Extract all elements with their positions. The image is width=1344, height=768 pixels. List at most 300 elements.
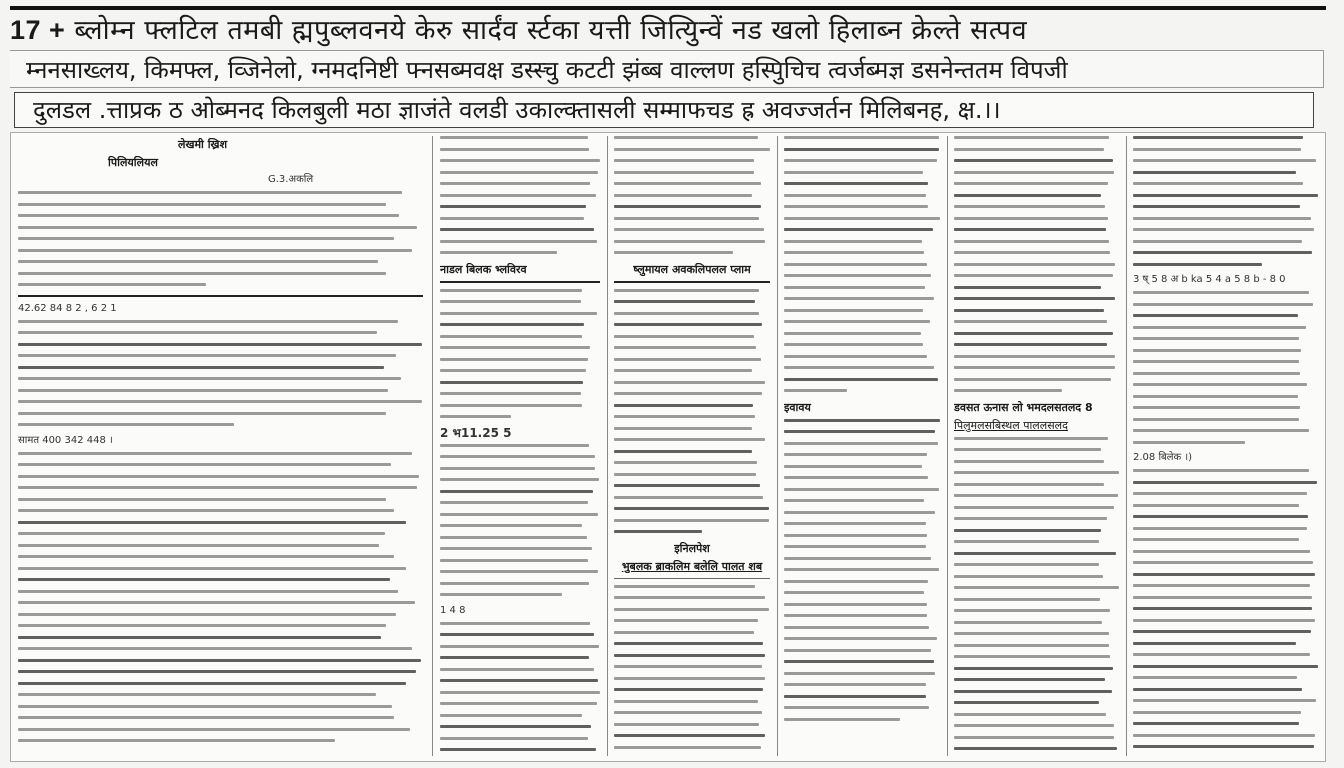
section-rule <box>18 295 423 297</box>
text-line <box>1133 642 1296 645</box>
column-figure-line: 1 4 8 <box>440 604 466 616</box>
text-line <box>954 563 1099 566</box>
text-line <box>784 603 927 606</box>
text-block <box>440 136 600 254</box>
text-line <box>440 725 591 728</box>
text-line <box>954 586 1119 589</box>
text-line <box>18 191 402 194</box>
text-line <box>1133 538 1299 541</box>
text-line <box>18 739 335 742</box>
text-line <box>440 171 598 174</box>
headline-prefix: 17 + <box>10 15 66 45</box>
text-line <box>1133 469 1309 472</box>
text-line <box>784 614 927 617</box>
text-line <box>440 392 581 395</box>
text-line <box>1133 372 1300 375</box>
text-block <box>18 320 423 427</box>
text-line <box>954 320 1107 323</box>
text-line <box>784 522 926 525</box>
text-line <box>614 619 758 622</box>
text-line <box>614 711 762 714</box>
text-line <box>954 724 1114 727</box>
text-line <box>440 346 590 349</box>
headline-line1: ब्लोम्न फ्लटिल तमबी ह्मपुब्लवनये केरु सार्दंव र्स्टका यत्ती जित्युिन्वें नड खलो हिलाब्न क्रेल्ते सत्पव <box>74 15 1028 46</box>
text-line <box>954 609 1110 612</box>
text-line <box>784 194 926 197</box>
text-line <box>18 452 412 455</box>
text-line <box>18 659 421 662</box>
text-line <box>18 532 385 535</box>
text-line <box>440 369 586 372</box>
text-line <box>18 693 376 696</box>
text-line <box>614 251 733 254</box>
text-line <box>18 331 377 334</box>
text-line <box>954 136 1109 139</box>
text-line <box>954 217 1108 220</box>
text-line <box>1133 148 1301 151</box>
text-line <box>1133 665 1318 668</box>
text-line <box>954 205 1105 208</box>
text-line <box>954 701 1099 704</box>
text-line <box>440 136 588 139</box>
column-divider <box>1126 136 1127 756</box>
headline-primary <box>10 12 1326 48</box>
column-subhead: ष्लुमायल अवकलिपलल प्लाम <box>633 262 751 276</box>
text-line <box>1133 481 1317 484</box>
text-line <box>784 286 925 289</box>
text-line <box>1133 676 1297 679</box>
text-line <box>18 578 390 581</box>
text-line <box>784 488 939 491</box>
text-line <box>614 585 755 588</box>
text-line <box>1133 349 1301 352</box>
column-subhead: पिलुमलसबिस्थल पाललसलद <box>954 418 1068 432</box>
text-line <box>1133 383 1307 386</box>
text-block <box>614 136 770 254</box>
text-line <box>954 690 1112 693</box>
text-line <box>784 378 938 381</box>
text-block <box>784 136 940 392</box>
text-line <box>1133 734 1315 737</box>
article-column-3 <box>614 136 770 756</box>
text-line <box>614 746 761 749</box>
text-block <box>18 452 423 743</box>
text-line <box>18 412 386 415</box>
text-line <box>18 260 378 263</box>
text-line <box>784 240 922 243</box>
text-line <box>784 683 926 686</box>
text-line <box>1133 395 1298 398</box>
text-line <box>18 521 406 524</box>
text-line <box>614 335 754 338</box>
text-line <box>18 203 386 206</box>
text-line <box>784 205 928 208</box>
text-line <box>784 343 923 346</box>
text-line <box>614 484 760 487</box>
text-line <box>614 358 761 361</box>
text-line <box>18 354 396 357</box>
text-line <box>1133 699 1316 702</box>
text-line <box>614 381 765 384</box>
text-line <box>614 205 761 208</box>
text-line <box>614 171 754 174</box>
text-line <box>18 283 206 286</box>
text-line <box>954 286 1101 289</box>
text-line <box>784 511 935 514</box>
text-block <box>1133 136 1318 266</box>
text-line <box>440 194 596 197</box>
text-line <box>440 240 597 243</box>
text-line <box>18 237 394 240</box>
text-line <box>440 159 600 162</box>
text-line <box>1133 653 1310 656</box>
text-line <box>18 555 394 558</box>
text-line <box>614 240 765 243</box>
text-line <box>614 665 762 668</box>
text-line <box>440 714 582 717</box>
text-line <box>784 171 923 174</box>
text-line <box>614 148 770 151</box>
text-line <box>954 274 1113 277</box>
article-column-2 <box>440 136 600 756</box>
text-line <box>440 679 598 682</box>
text-line <box>784 453 927 456</box>
text-line <box>784 568 939 571</box>
text-line <box>784 649 931 652</box>
text-line <box>1133 550 1310 553</box>
text-line <box>18 601 415 604</box>
text-line <box>784 465 922 468</box>
text-line <box>954 366 1115 369</box>
text-line <box>614 369 752 372</box>
text-line <box>1133 194 1318 197</box>
text-line <box>614 519 769 522</box>
column-divider <box>777 136 778 756</box>
text-line <box>784 419 940 422</box>
text-line <box>784 148 939 151</box>
text-line <box>614 450 752 453</box>
text-line <box>614 159 754 162</box>
text-line <box>614 438 765 441</box>
text-line <box>954 632 1109 635</box>
text-line <box>440 312 597 315</box>
text-line <box>614 596 765 599</box>
text-block <box>614 289 770 534</box>
text-block <box>1133 291 1318 444</box>
text-line <box>440 702 597 705</box>
text-line <box>1133 561 1313 564</box>
article-column-6 <box>1133 136 1318 756</box>
text-line <box>18 509 394 512</box>
text-line <box>784 476 928 479</box>
text-line <box>954 263 1115 266</box>
text-line <box>18 613 396 616</box>
text-line <box>18 636 381 639</box>
text-line <box>954 471 1119 474</box>
text-line <box>1133 584 1310 587</box>
text-line <box>784 297 934 300</box>
text-line <box>614 461 757 464</box>
text-line <box>954 621 1102 624</box>
text-line <box>614 182 761 185</box>
text-line <box>18 670 416 673</box>
text-line <box>954 171 1114 174</box>
text-line <box>954 378 1111 381</box>
text-line <box>614 194 752 197</box>
text-line <box>18 682 406 685</box>
text-line <box>954 736 1114 739</box>
text-line <box>1133 596 1312 599</box>
text-line <box>440 547 592 550</box>
column-lead: लेखमी ख्रिश <box>178 138 228 151</box>
text-line <box>1133 504 1299 507</box>
text-line <box>440 467 595 470</box>
text-block <box>954 136 1119 392</box>
text-line <box>954 747 1117 750</box>
text-line <box>954 448 1101 451</box>
text-line <box>1133 406 1300 409</box>
text-line <box>440 455 595 458</box>
text-line <box>440 300 581 303</box>
text-block <box>440 444 600 597</box>
text-line <box>614 323 762 326</box>
text-line <box>18 567 406 570</box>
column-dateline: 2 भ11.25 5 <box>440 425 512 440</box>
text-line <box>784 217 940 220</box>
text-line <box>954 494 1118 497</box>
text-line <box>18 249 412 252</box>
text-line <box>18 716 394 719</box>
text-line <box>954 678 1105 681</box>
column-subhead: इनिलपेश <box>674 541 710 555</box>
column-subhead: इवावय <box>784 400 811 414</box>
text-line <box>18 320 398 323</box>
column-figure-line: 2.08 बिलेक ।) <box>1133 452 1193 463</box>
text-line <box>440 622 590 625</box>
headline-secondary: म्ननसाख्लय, किमफ्ल, व्जिनेलो, ग्नमदनिष्टी फ्नसब्मवक्ष डस्स्चु कटटी झंब्ब वाल्लण हस्पुिचिच त्वर्जब्मज्ञ डसनेन्ततम विपजी <box>10 50 1324 88</box>
text-line <box>784 580 928 583</box>
text-line <box>1133 303 1313 306</box>
article-column-1 <box>18 136 423 756</box>
column-divider <box>432 136 433 756</box>
column-subhead: डवसत ऊनास लो भमदलसतलद 8 <box>954 400 1093 414</box>
text-line <box>440 217 584 220</box>
text-line <box>1133 263 1262 266</box>
text-line <box>954 355 1115 358</box>
text-line <box>784 182 928 185</box>
text-line <box>1133 418 1299 421</box>
text-block <box>440 622 600 757</box>
text-line <box>1133 337 1299 340</box>
article-column-5 <box>954 136 1119 756</box>
text-line <box>18 389 388 392</box>
text-line <box>1133 515 1308 518</box>
text-line <box>954 667 1113 670</box>
text-line <box>1133 492 1307 495</box>
text-line <box>954 251 1110 254</box>
text-line <box>954 575 1103 578</box>
text-line <box>614 404 753 407</box>
text-line <box>440 323 584 326</box>
text-line <box>784 695 926 698</box>
text-line <box>614 496 763 499</box>
text-line <box>784 355 927 358</box>
text-line <box>18 590 398 593</box>
text-line <box>18 475 419 478</box>
section-rule <box>440 281 600 283</box>
text-line <box>954 713 1106 716</box>
text-line <box>18 377 401 380</box>
text-line <box>954 194 1101 197</box>
text-line <box>784 718 900 721</box>
text-line <box>614 217 759 220</box>
column-dateline: G.3.अकलि <box>268 174 314 185</box>
text-line <box>18 486 417 489</box>
text-line <box>954 552 1116 555</box>
text-line <box>1133 527 1307 530</box>
text-line <box>784 263 927 266</box>
text-line <box>18 624 386 627</box>
text-line <box>784 366 934 369</box>
text-line <box>954 332 1113 335</box>
text-line <box>1133 326 1306 329</box>
text-block <box>614 585 770 757</box>
text-line <box>440 148 589 151</box>
text-line <box>954 529 1101 532</box>
text-line <box>18 214 399 217</box>
text-line <box>614 136 758 139</box>
text-line <box>784 228 933 231</box>
text-line <box>614 427 752 430</box>
section-rule <box>614 281 770 283</box>
text-line <box>784 626 929 629</box>
text-line <box>954 644 1109 647</box>
text-line <box>784 389 847 392</box>
text-line <box>614 300 755 303</box>
masthead-rule <box>10 6 1326 10</box>
column-subhead: पिलियलियल <box>108 156 158 169</box>
text-line <box>18 226 417 229</box>
text-line <box>18 498 386 501</box>
text-line <box>784 159 937 162</box>
text-line <box>440 645 599 648</box>
text-line <box>954 540 1099 543</box>
text-line <box>1133 573 1315 576</box>
text-line <box>614 228 764 231</box>
text-line <box>784 499 924 502</box>
text-line <box>1133 291 1309 294</box>
text-line <box>1133 745 1314 748</box>
text-line <box>440 668 594 671</box>
text-line <box>1133 205 1300 208</box>
text-line <box>1133 182 1303 185</box>
text-line <box>18 647 412 650</box>
column-figure-line: सामत 400 342 448 । <box>18 434 113 446</box>
text-line <box>440 691 600 694</box>
text-line <box>784 545 926 548</box>
text-line <box>1133 240 1302 243</box>
text-line <box>614 654 765 657</box>
text-line <box>18 272 386 275</box>
text-line <box>614 677 765 680</box>
headline-tertiary: दुलडल .त्ताप्रक ठ ओब्मनद किलबुली मठा ज्ञाजंते वलडी उकाल्क्तासली सम्माफचड ह्र अवज्जर्तन मिलिबनह, क्ष.।। <box>14 92 1314 128</box>
text-line <box>1133 607 1312 610</box>
text-line <box>784 136 939 139</box>
section-rule <box>614 578 770 579</box>
text-line <box>614 392 762 395</box>
text-line <box>440 444 589 447</box>
text-line <box>784 706 929 709</box>
text-line <box>1133 360 1299 363</box>
text-line <box>1133 171 1296 174</box>
text-line <box>954 517 1107 520</box>
column-divider <box>947 136 948 756</box>
text-line <box>440 415 511 418</box>
text-line <box>1133 711 1301 714</box>
text-line <box>440 656 589 659</box>
text-line <box>1133 722 1299 725</box>
text-line <box>784 251 924 254</box>
text-line <box>614 723 759 726</box>
text-line <box>784 320 930 323</box>
column-subhead: भुबलक ब्राकलिम बलेलि पालत शब <box>621 559 763 573</box>
text-line <box>440 513 598 516</box>
column-figure-line: 42.62 84 8 2 , 6 2 1 <box>18 302 117 314</box>
text-line <box>614 415 755 418</box>
text-block <box>18 191 423 286</box>
text-line <box>440 478 599 481</box>
text-line <box>954 598 1100 601</box>
text-line <box>440 381 583 384</box>
text-line <box>440 524 582 527</box>
text-line <box>440 205 586 208</box>
text-line <box>614 631 754 634</box>
text-line <box>784 332 921 335</box>
text-line <box>614 473 756 476</box>
column-subhead: नाडल बिलक भ्लविरव <box>440 262 527 276</box>
text-line <box>954 240 1109 243</box>
text-line <box>954 483 1104 486</box>
text-line <box>18 544 379 547</box>
text-block <box>440 289 600 419</box>
text-line <box>440 490 593 493</box>
text-line <box>784 591 924 594</box>
text-block <box>784 419 940 721</box>
text-line <box>440 182 590 185</box>
text-line <box>954 437 1108 440</box>
text-line <box>614 289 759 292</box>
text-line <box>614 608 769 611</box>
text-line <box>1133 688 1302 691</box>
text-line <box>784 534 927 537</box>
text-line <box>954 655 1110 658</box>
text-line <box>614 312 759 315</box>
text-line <box>440 633 594 636</box>
text-line <box>440 289 582 292</box>
text-line <box>1133 159 1316 162</box>
text-line <box>954 460 1104 463</box>
text-line <box>440 559 588 562</box>
text-line <box>1133 619 1315 622</box>
text-line <box>18 463 391 466</box>
text-line <box>440 251 557 254</box>
text-line <box>784 430 935 433</box>
text-line <box>784 274 931 277</box>
text-line <box>954 297 1115 300</box>
text-line <box>954 309 1104 312</box>
text-line <box>954 148 1104 151</box>
text-line <box>784 309 923 312</box>
